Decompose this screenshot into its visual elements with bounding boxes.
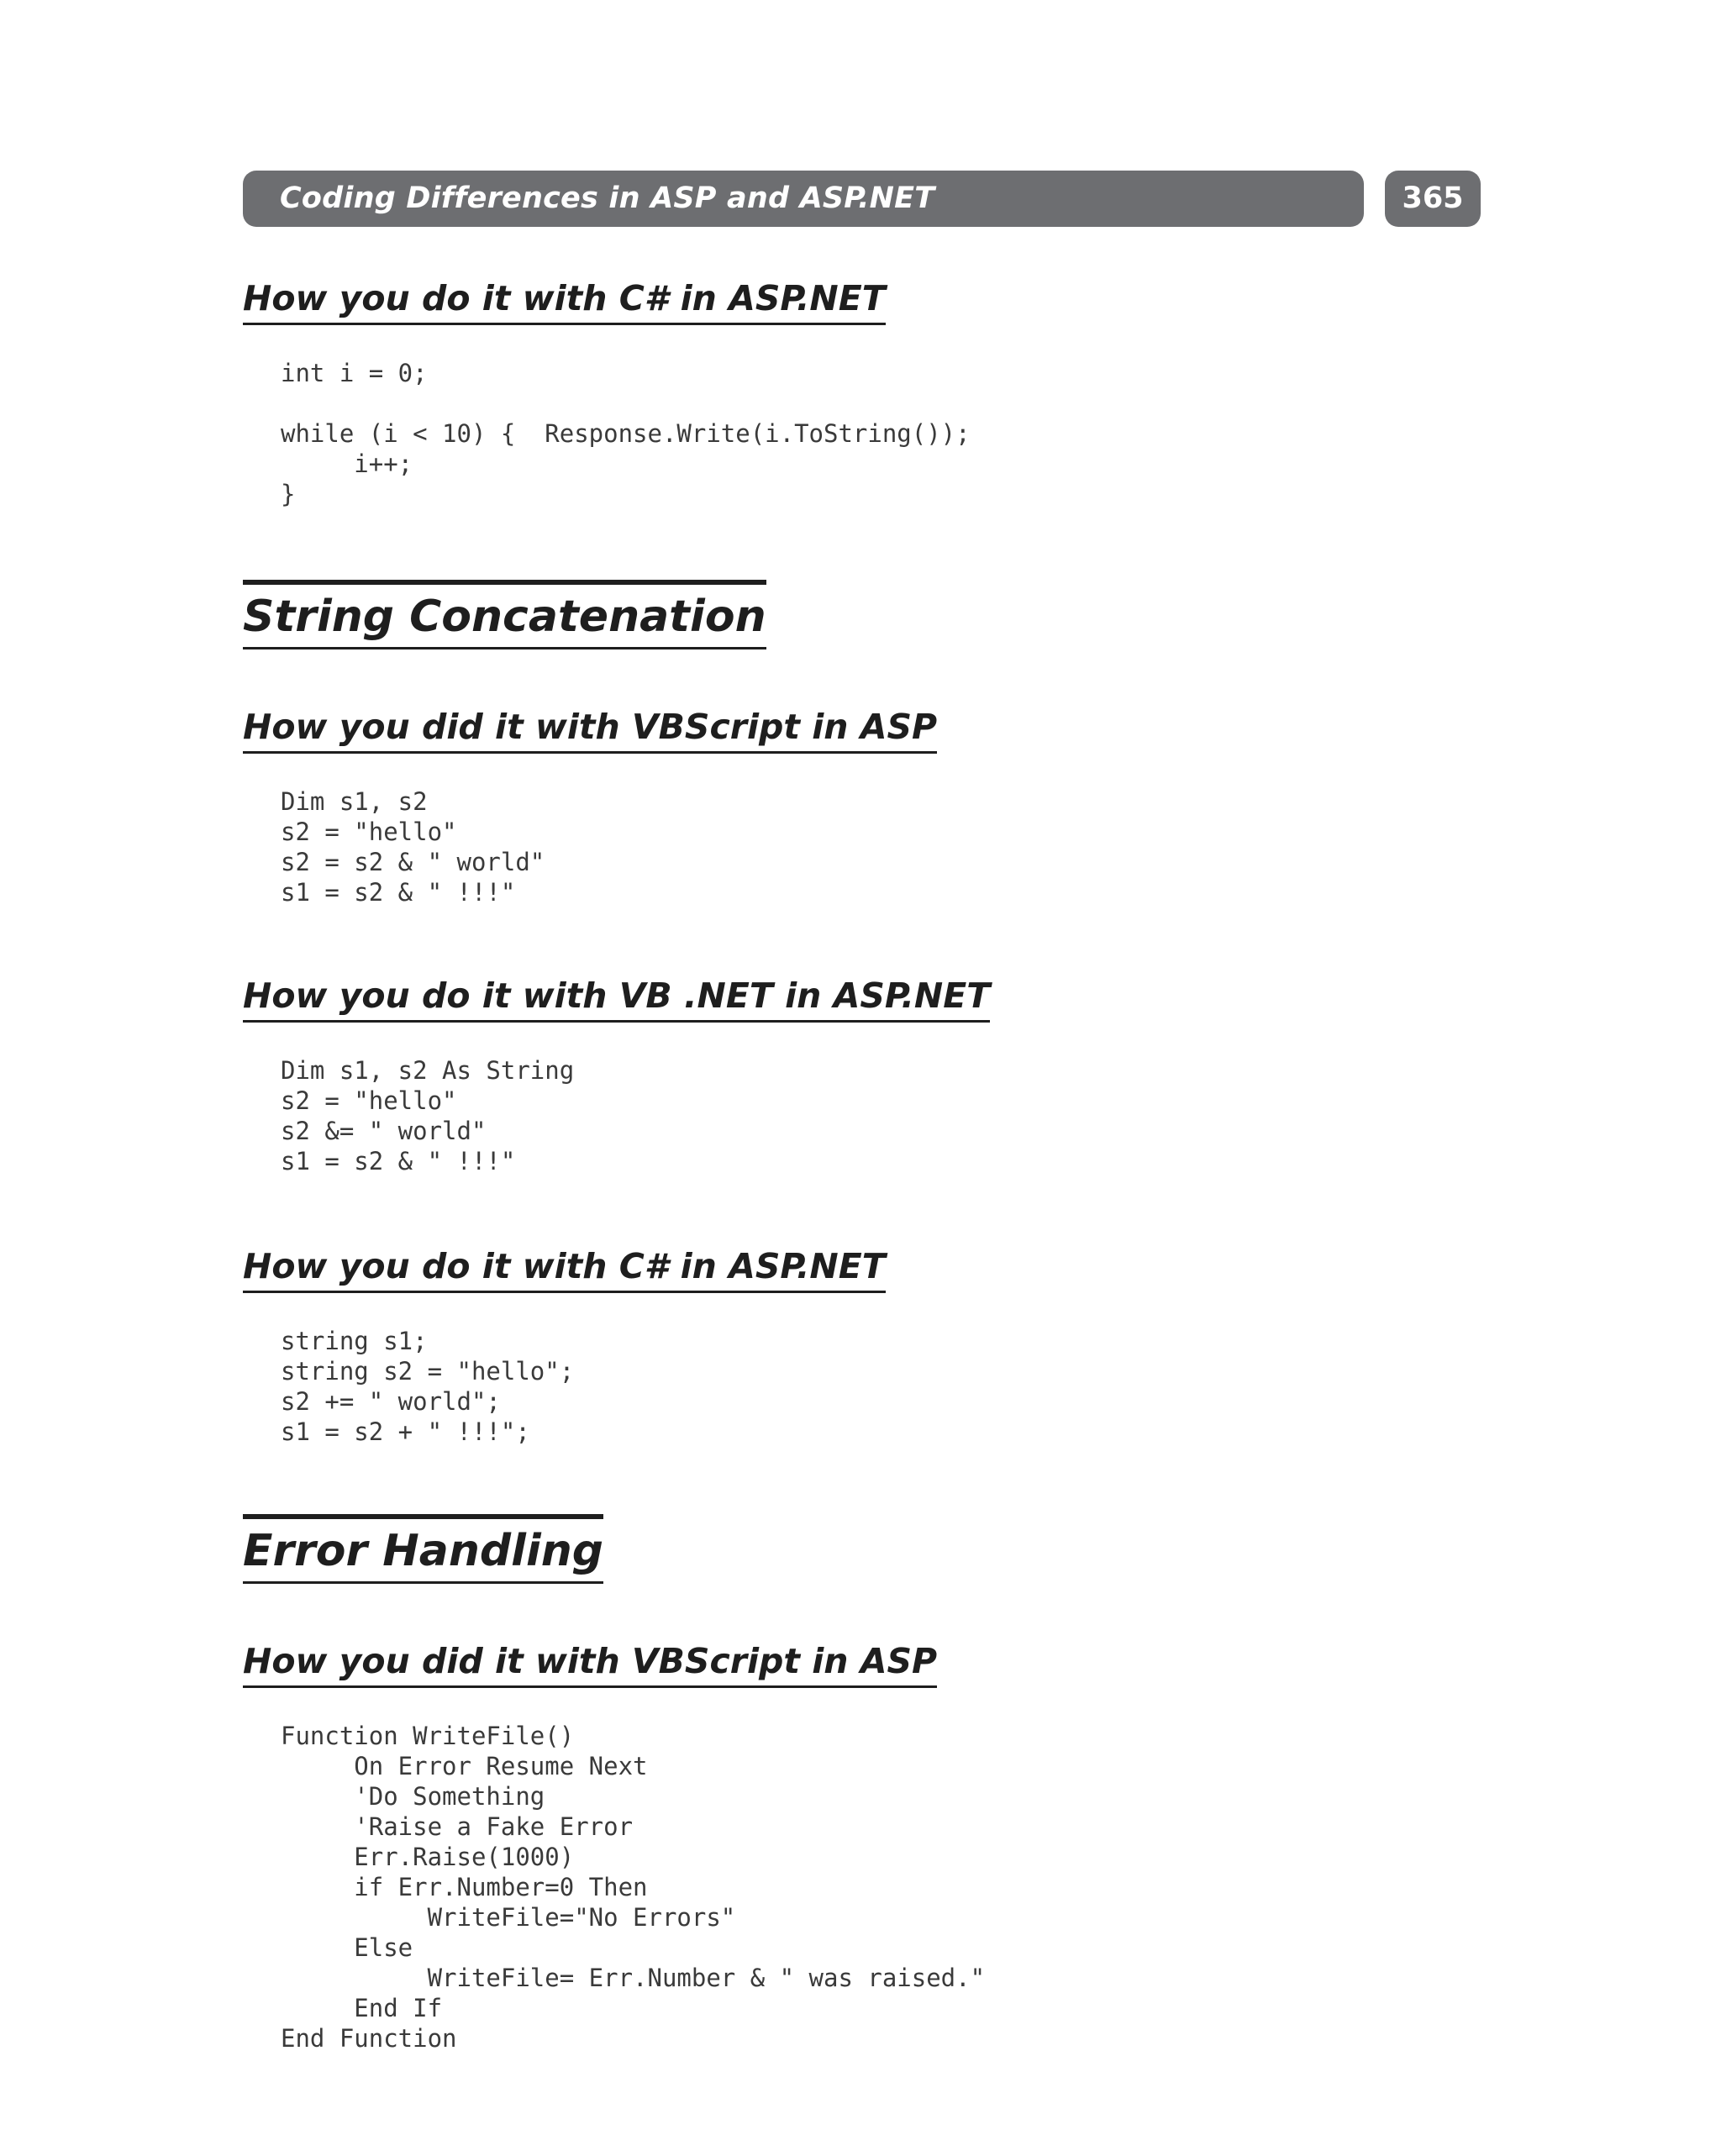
subheading-concat-csharp: How you do it with C# in ASP.NET xyxy=(243,1244,886,1293)
page-number: 365 xyxy=(1402,181,1464,215)
subheading-error-vbscript: How you did it with VBScript in ASP xyxy=(243,1638,937,1688)
subheading-concat-vbscript: How you did it with VBScript in ASP xyxy=(243,704,937,754)
section-title-string-concatenation: String Concatenation xyxy=(243,580,766,649)
code-concat-vbscript: Dim s1, s2 s2 = "hello" s2 = s2 & " world" s1 = s2 & " !!!" xyxy=(281,787,545,907)
code-concat-csharp: string s1; string s2 = "hello"; s2 += " world"; s1 = s2 + " !!!"; xyxy=(281,1327,575,1446)
code-error-vbscript: Function WriteFile() On Error Resume Next 'Do Something 'Raise a Fake Error Err.Raise(1000) if Err.Number=0 Then WriteFile="No Errors" Else WriteFile= Err.Number & " was raised." End If End Function xyxy=(281,1722,986,2053)
section-title-error-handling: Error Handling xyxy=(243,1514,603,1584)
running-header-bar xyxy=(243,171,1364,227)
code-concat-vbnet: Dim s1, s2 As String s2 = "hello" s2 &= " world" s1 = s2 & " !!!" xyxy=(281,1056,575,1175)
subheading-loop-csharp: How you do it with C# in ASP.NET xyxy=(243,276,886,325)
page-number-box xyxy=(1385,171,1481,227)
code-loop-csharp: int i = 0; while (i < 10) { Response.Write(i.ToString()); i++; } xyxy=(281,359,971,508)
running-header-title: Coding Differences in ASP and ASP.NET xyxy=(280,181,935,215)
subheading-concat-vbnet: How you do it with VB .NET in ASP.NET xyxy=(243,973,990,1023)
